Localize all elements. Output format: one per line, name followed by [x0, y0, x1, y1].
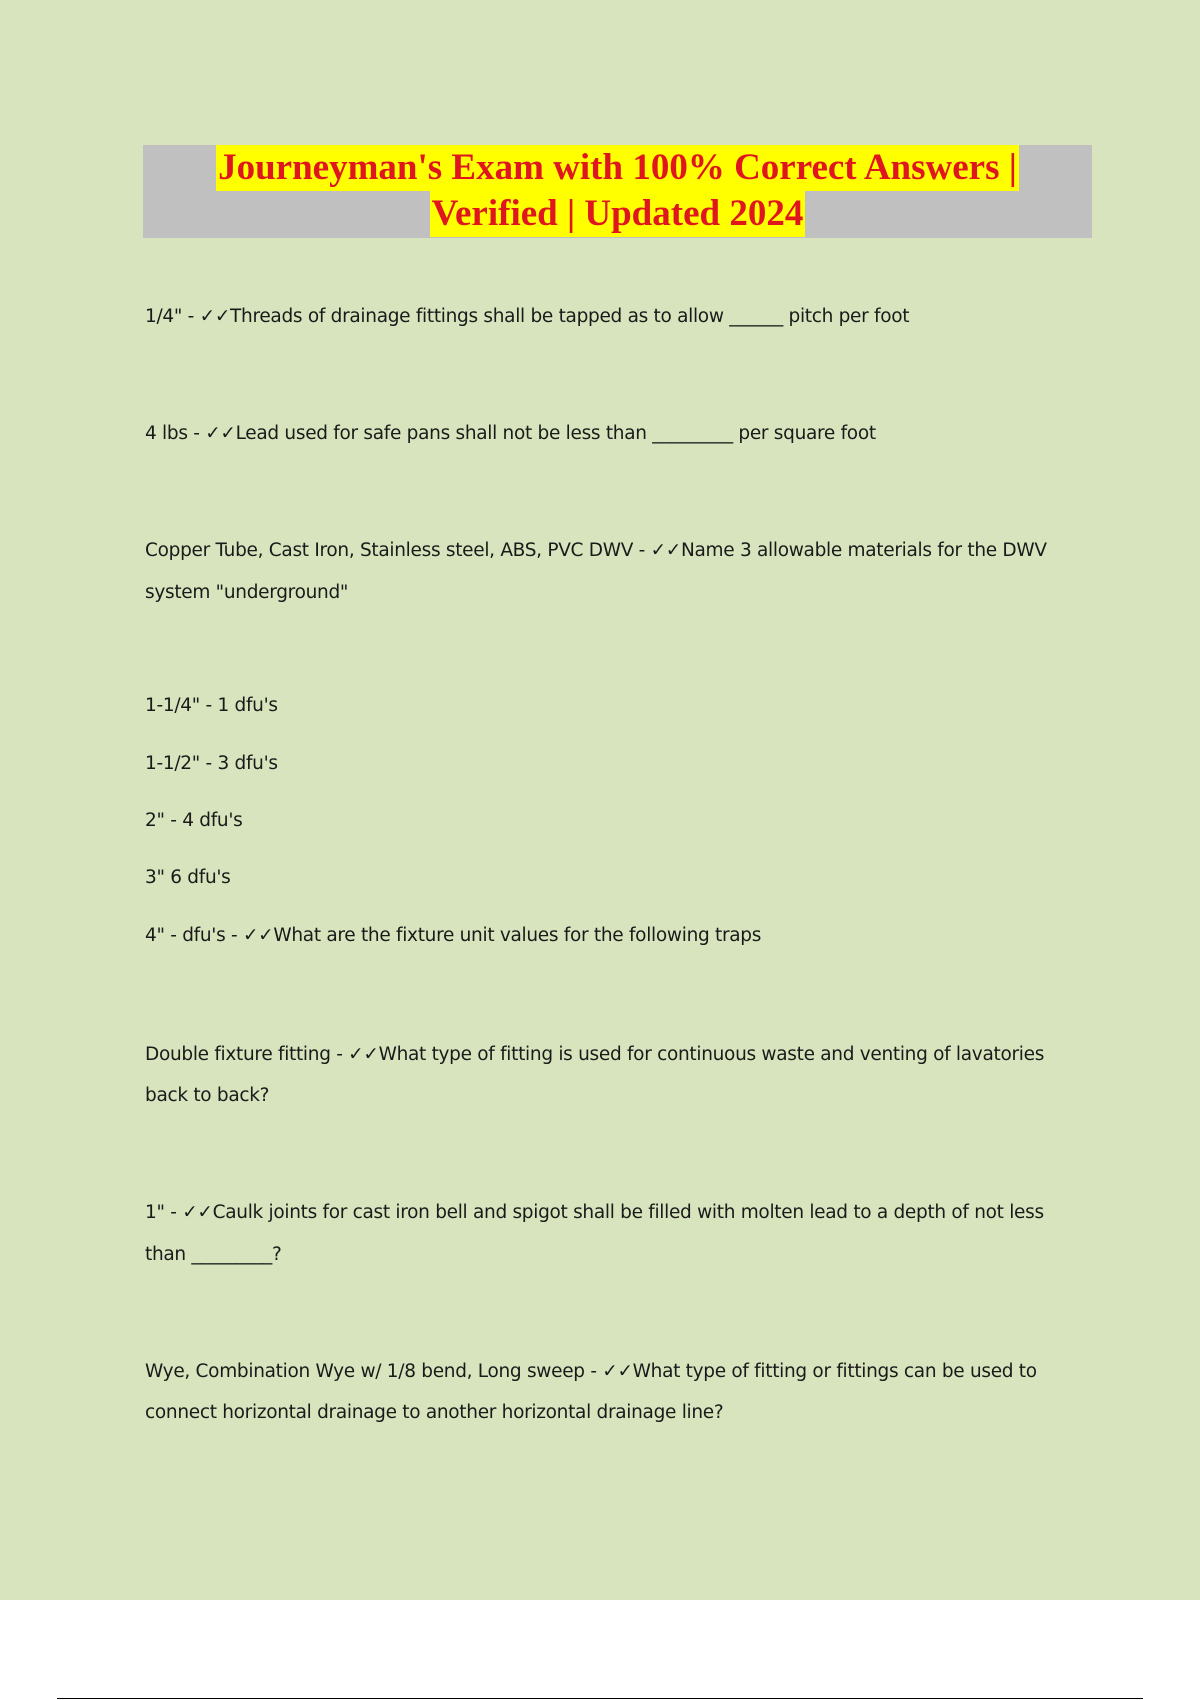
entry-1-line-1: 1/4" - ✓✓Threads of drainage fittings shall be tapped as to allow ______ pitch per foot: [145, 306, 910, 327]
title-banner: [143, 145, 1092, 238]
entry-7-line-2: connect horizontal drainage to another horizontal drainage line?: [145, 1402, 724, 1423]
entry-6-line-1: 1" - ✓✓Caulk joints for cast iron bell and spigot shall be filled with molten lead to a depth of not less: [145, 1202, 1044, 1223]
entry-6-line-2: than _________?: [145, 1244, 282, 1265]
document-title-line-1: Journeyman's Exam with 100% Correct Answers |: [216, 145, 1019, 191]
footer-divider: [57, 1698, 1143, 1699]
entry-3-line-2: system "underground": [145, 582, 349, 603]
entry-5-line-2: back to back?: [145, 1085, 270, 1106]
document-title-line-2: Verified | Updated 2024: [430, 191, 806, 237]
title-line-2-wrap: [143, 191, 1092, 237]
entry-7-line-1: Wye, Combination Wye w/ 1/8 bend, Long sweep - ✓✓What type of fitting or fittings can be used to: [145, 1361, 1037, 1382]
entry-2-line-1: 4 lbs - ✓✓Lead used for safe pans shall not be less than _________ per square foot: [145, 423, 876, 444]
entry-3-line-1: Copper Tube, Cast Iron, Stainless steel, ABS, PVC DWV - ✓✓Name 3 allowable materials for the DWV: [145, 540, 1047, 561]
title-line-1-wrap: [143, 145, 1092, 191]
entry-4-line-2: 1-1/2" - 3 dfu's: [145, 753, 278, 774]
entry-4-line-5: 4" - dfu's - ✓✓What are the fixture unit values for the following traps: [145, 925, 762, 946]
entry-5-line-1: Double fixture fitting - ✓✓What type of fitting is used for continuous waste and venting of lavatories: [145, 1044, 1045, 1065]
entry-4-line-3: 2" - 4 dfu's: [145, 810, 243, 831]
entry-4-line-1: 1-1/4" - 1 dfu's: [145, 695, 278, 716]
entry-4-line-4: 3" 6 dfu's: [145, 867, 231, 888]
